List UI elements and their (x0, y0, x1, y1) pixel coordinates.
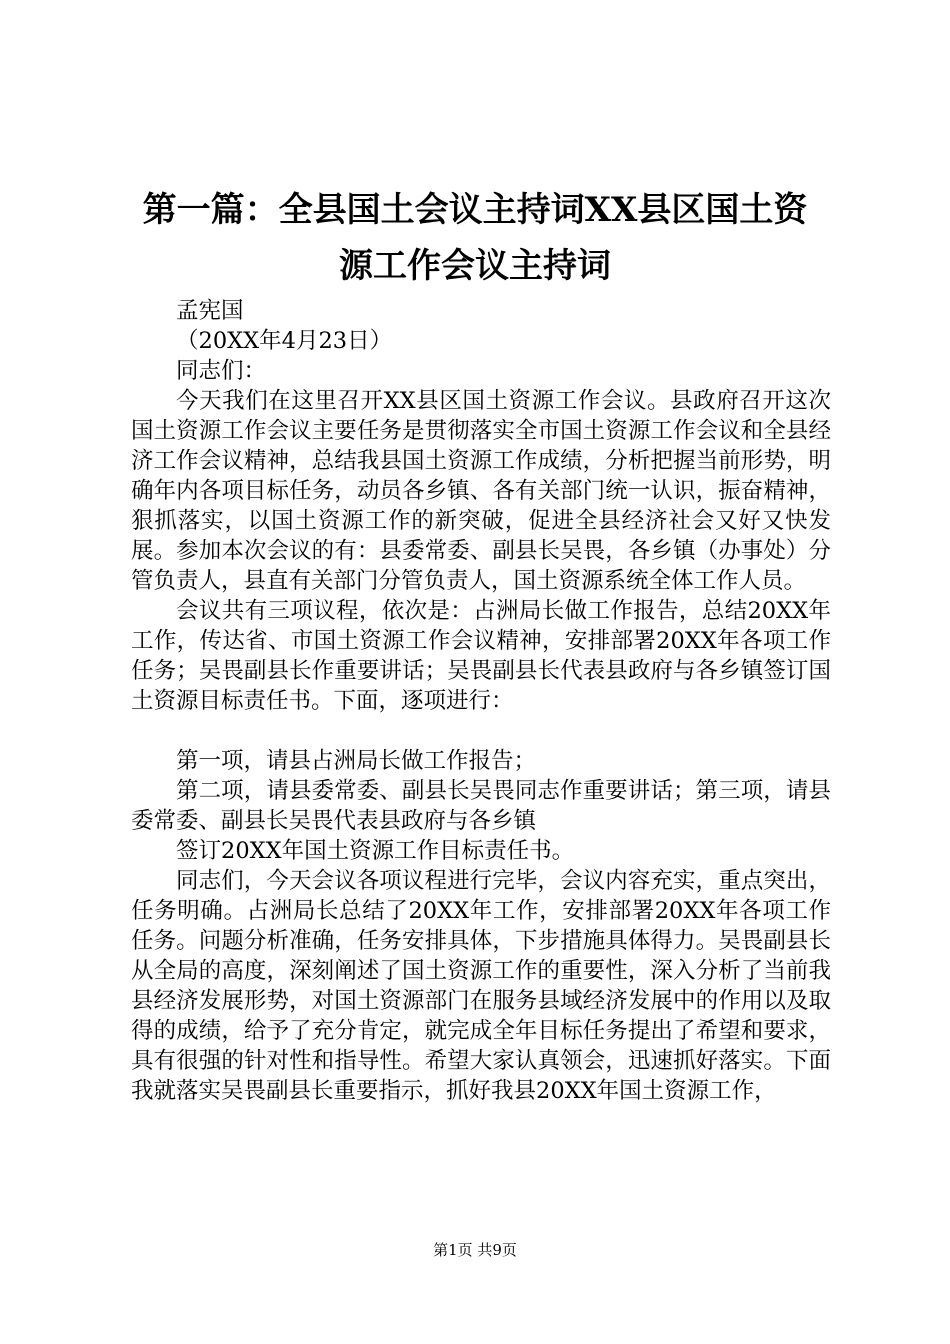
paragraph-opening: 今天我们在这里召开XX县区国土资源工作会议。县政府召开这次国土资源工作会议主要任务是贯彻落实全市国土资源工作会议和全县经济工作会议精神，总结我县国土资源工作成绩，分析把握当前形势，明确年内各项目标任务，动员各乡镇、各有关部门统一认识，振奋精神，狠抓落实，以国土资源工作的新突破，促进全县经济社会又好又快发展。参加本次会议的有：县委常委、副县长吴畏，各乡镇（办事处）分管负责人，县直有关部门分管负责人，国土资源系统全体工作人员。 (131, 388, 831, 594)
paragraph-closing: 同志们，今天会议各项议程进行完毕，会议内容充实，重点突出，任务明确。占洲局长总结了20XX年工作，安排部署20XX年各项工作任务。问题分析准确，任务安排具体，下步措施具体得力。吴畏副县长从全局的高度，深刻阐述了国土资源工作的重要性，深入分析了当前我县经济发展形势，对国土资源部门在服务县域经济发展中的作用以及取得的成绩，给予了充分肯定，就完成全年目标任务提出了希望和要求，具有很强的针对性和指导性。希望大家认真领会，迅速抓好落实。下面我就落实吴畏副县长重要指示，抓好我县20XX年国土资源工作， (131, 868, 831, 1104)
date-line: （20XX年4月23日） (176, 328, 393, 354)
paragraph-item-one: 第一项，请县占洲局长做工作报告； (176, 748, 537, 774)
paragraph-spacer (131, 716, 831, 746)
paragraph-item-three-cont: 签订20XX年国土资源工作目标责任书。 (176, 838, 575, 864)
author-line: 孟宪国 (176, 298, 244, 324)
paragraph-agenda: 会议共有三项议程，依次是：占洲局长做工作报告，总结20XX年工作，传达省、市国土资源工作会议精神，安排部署20XX年各项工作任务；吴畏副县长作重要讲话；吴畏副县长代表县政府与各乡镇签订国土资源目标责任书。下面，逐项进行： (131, 598, 831, 714)
page-number-footer: 第1页 共9页 (433, 1241, 517, 1259)
paragraph-items-two-three: 第二项，请县委常委、副县长吴畏同志作重要讲话；第三项，请县委常委、副县长吴畏代表县政府与各乡镇 (131, 778, 831, 834)
document-title-line-2: 源工作会议主持词 (339, 246, 611, 286)
document-title-line-1: 第一篇：全县国土会议主持词XX县区国土资 (142, 190, 808, 230)
document-body (131, 296, 831, 1106)
greeting-line: 同志们： (176, 358, 267, 384)
